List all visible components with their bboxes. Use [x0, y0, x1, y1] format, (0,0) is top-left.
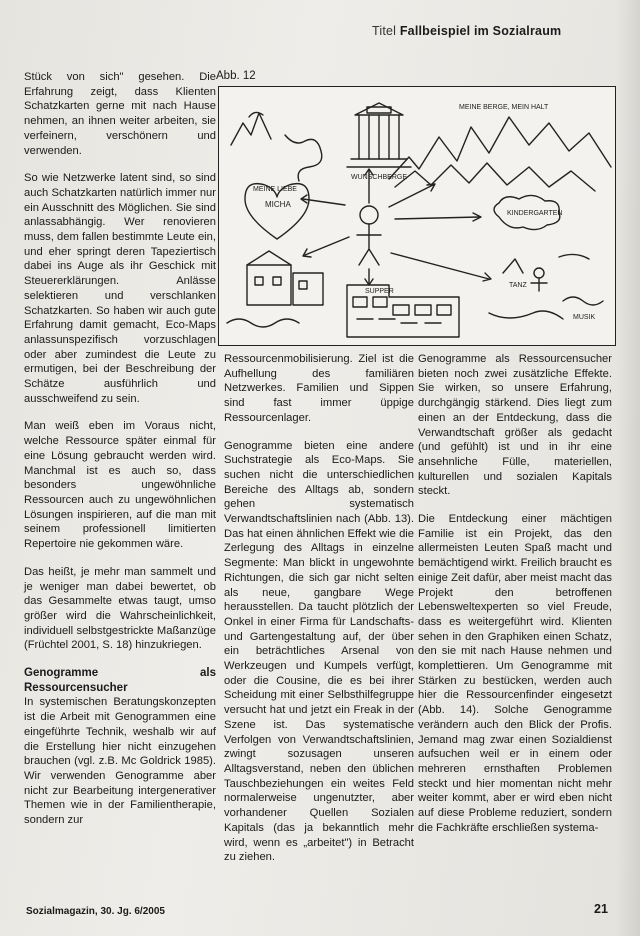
temple-sketch [347, 103, 411, 167]
page-curl-shadow [616, 0, 640, 936]
town-block [347, 285, 459, 337]
running-header [372, 24, 561, 38]
text-column-2 [224, 352, 414, 878]
paragraph: Man weiß eben im Voraus nicht, welche Ressource später einmal für eine Lösung gebraucht werden wird. Manchmal ist es auch so, dass besonders ungewöhnliche Ressourcen auch zu ungewöhnlichen Lösungen inspirieren, auf die man mit seinem professionell limitierten Repertoire nie gekommen wäre. [24, 420, 216, 551]
label-kinder: KINDERGARTEN [507, 210, 563, 217]
label-shop: SUPPER [365, 288, 394, 295]
paragraph: So wie Netzwerke latent sind, so sind auch Schatzkarten natürlich immer nur ein Ausschnitt des Möglichen. Sie sind anlassabhängig. Wer renovieren muss, dem fallen bestimmte Leute ein, und eher springt deren Tapeziertisch dabei ins Auge als ihr Geschick mit Steuererklärungen. Anlässe selektieren und verschlanken Schatzkarten. So haben wir auch gute Erfahrung damit gemacht, Eco-Maps anlassunspezifisch vorzuschlagen oder aber zumindest die Leute zu ermutigen, bei der Beschreibung der Schätze ausführlich und ausschweifend zu sein. [24, 172, 216, 405]
eco-map-drawing [219, 87, 615, 345]
label-temple: WUNSCHBERGE [351, 174, 408, 181]
header-title: Fallbeispiel im Sozialraum [399, 24, 562, 38]
paragraph: Das heißt, je mehr man sammelt und je weniger man dabei bewertet, ob das Gesammelte etwas taugt, umso größer wird die Wahrscheinlichkeit, individuell selbstgestrickte Maßanzüge (Früchtel 2001, S. 18) hinzukriegen. [24, 565, 216, 652]
paragraph: In systemischen Beratungskonzepten ist die Arbeit mit Genogrammen eine eingeführte Technik, weshalb wir auf die Erstellung hier nicht einzugehen brauchen (vgl. z.B. Mc Goldrick 1985). Wir verwenden Genogramme aber nicht zur Bearbeitung intergenerativer Themen wie in der Familientherapie, sondern zur [24, 696, 216, 827]
paragraph: Ressourcenmobilisierung. Ziel ist die Aufhellung des familiären Netzwerkes. Familien und Sippen sind fast immer üppige Ressourcenlager. [224, 353, 414, 424]
house-sketch-1 [247, 265, 291, 305]
label-heart: MEINE LIEBE [253, 186, 297, 193]
section-heading: Genogramme als Ressourcensucher [24, 667, 216, 694]
paragraph: Genogramme als Ressourcensucher bieten noch zwei zusätzliche Effekte. Sie wirken, so unsere Erfahrung, durchgängig stärkend. Dies liegt zum einen an der Entdeckung, dass die Verwandtschaft größer als gedacht (und gefühlt) ist und in ihr eine ansehnliche Fülle, materiellen, kulturellen und sozialen Kapitals steckt. [418, 353, 612, 498]
label-heart-name: MICHA [265, 200, 291, 209]
text-column-1 [24, 70, 216, 841]
eco-map-figure [218, 86, 616, 346]
person-head [360, 206, 378, 224]
journal-footer: Sozialmagazin, 30. Jg. 6/2005 [26, 906, 165, 917]
paragraph: Genogramme bieten eine andere Suchstrategie als Eco-Maps. Sie suchen nicht die unterschiedlichen Bereiche des Alltags ab, sondern gehen systematisch Verwandtschaftslinien nach (Abb. 13). Das hat einen ähnlichen Effekt wie die Zerlegung des Alltags in einzelne Segmente: Man blickt in ungewohnte Richtungen, die sich gar nicht selten als neue, gangbare Wege herausstellen. Da taucht plötzlich der Onkel in einer Firma für Landschafts- und Gartengestaltung auf, der über ein beträchtliches Arsenal von Werkzeugen und Kumpels verfügt, oder die Cousine, die es bei ihrer Scheidung mit einer Selbsthilfegruppe versucht hat und jetzt ein Freak in der Szene ist. Das systematische Verfolgen von Verwandtschaftslinien, zwingt sozusagen unseren Alltagsverstand, neben den üblichen Tauschbeziehungen ein weites Feld normalerweise ungenutzter, aber vorhandener Quellen Sozialen Kapitals (das ja bekanntlich mehr wird, wenn es „arbeitet") in Betracht zu ziehen. [224, 439, 414, 864]
header-rubrik: Titel [372, 24, 397, 38]
label-world: MEINE BERGE, MEIN HALT [459, 104, 549, 111]
paragraph: Die Entdeckung einer mächtigen Familie ist ein Projekt, das den allermeisten Leuten Spaß macht und bemächtigend wirkt. Freilich braucht es einige Zeit dafür, aber meist macht das Projekt den betroffenen Lebensweltexperten so viel Freude, dass es weitergeführt wird. Klienten sehen in den Graphiken einen Schatz, den sie mit nach Hause nehmen und komplettieren. Um Genogramme mit Stärken zu bestücken, werden auch hier die Ressourcenfinder eingesetzt (Abb. 14). Solche Genogramme verändern auch den Blick der Profis. Jemand mag zwar einen Sozialdienst aufsuchen weil er in einem oder mehreren ernsthaften Problemen steckt und hier momentan nicht mehr weiter kommt, aber er wird eben nicht auf diese Probleme reduziert, sondern die Fachkräfte erschließen systema- [418, 513, 613, 834]
label-tanz: TANZ [509, 282, 527, 289]
figure-caption: Abb. 12 [216, 70, 256, 82]
mountain-range [389, 117, 611, 179]
page-number: 21 [594, 902, 608, 916]
paragraph: Stück von sich" gesehen. Die Erfahrung zeigt, dass Klienten Schatzkarten gerne mit nach Hause nehmen, an ihnen weiter arbeiten, sie verfeinern, verschönern und verwenden. [24, 71, 216, 157]
text-column-3 [418, 352, 612, 849]
label-musik: MUSIK [573, 314, 596, 321]
mountain-sketch-left [231, 113, 271, 145]
